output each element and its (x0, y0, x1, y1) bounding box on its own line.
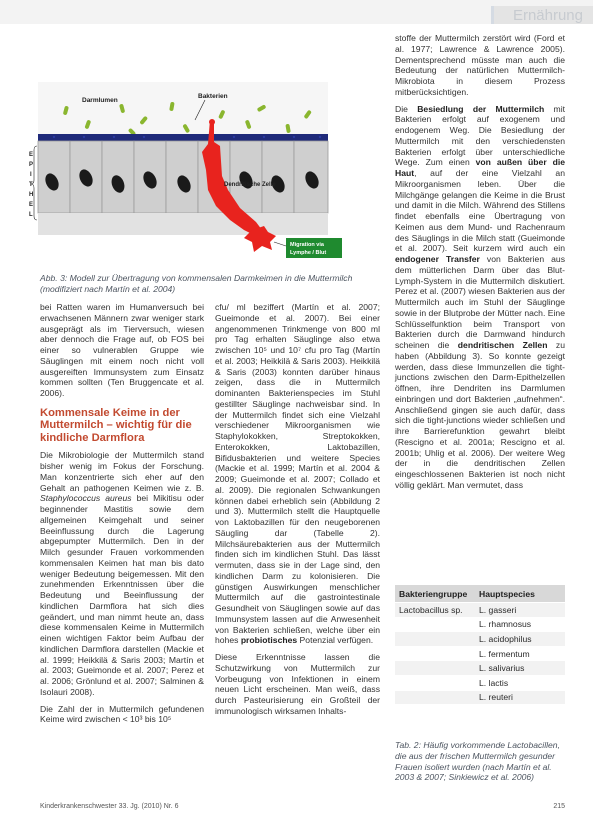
table-caption: Tab. 2: Häufig vorkommende Lactobacillen, die aus der frischen Muttermilch gesunder Frauen isoliert wurden (nach Martín et al. 2003 & 2007; Sinkiewicz et al. 2006) (395, 740, 560, 783)
paragraph: Die Zahl der in Muttermilch gefundenen Keime wird zwischen < 10³ bis 10⁵ (40, 703, 204, 725)
paragraph: Diese Erkenntnisse lassen die Schutzwirkung von Muttermilch zur Vorbeugung von Infektionen in einem neuen Licht erscheinen. Man weiß, dass durch Pasteurisierung ein Großteil der immunologisch wirksamen Inhalts- (215, 652, 380, 716)
table-row (395, 660, 565, 675)
column-header: Bakteriengruppe (399, 588, 468, 599)
dendritic-label: Dendritische Zelle (224, 182, 276, 188)
column-1 (40, 302, 204, 725)
bacteria-label: Bakterien (198, 93, 228, 100)
basement-layer (38, 213, 328, 235)
paragraph (215, 302, 380, 646)
epithel-letter: H (29, 192, 34, 198)
emphasis: Besiedlung der Muttermilch (417, 103, 545, 114)
species-cell: L. salivarius (479, 663, 525, 674)
table-header (395, 585, 565, 602)
species-cell: L. reuteri (479, 692, 513, 703)
column-2 (215, 302, 380, 717)
page-number: 215 (553, 803, 565, 810)
migration-label: Migration via (290, 242, 324, 248)
text: mit Bakterien erfolgt auf exogenem und endogenem Weg. Die Besiedlung der Muttermilch mit den verschiedensten Bakterien erfolgt über unterschiedliche Wege. Zum einen (395, 103, 565, 168)
section-heading: Kommensale Keime in der Muttermilch – wichtig für die kindliche Darmflora (40, 406, 192, 444)
emphasis: von außen über die Haut (395, 157, 565, 178)
section-tag (491, 6, 593, 24)
journal-citation: Kinderkrankenschwester 33. Jg. (2010) Nr. 6 (40, 803, 179, 810)
epithel-letter: E (29, 152, 34, 158)
table-row (395, 690, 565, 705)
paragraph: stoffe der Muttermilch zerstört wird (Ford et al. 1977; Lawrence & Lawrence 2005). Dementsprechend müsste man auch die Bedeutung der natürlichen Muttermilch-Mikrobiota in diesem Prozess mitberücksichtigen. (395, 33, 565, 97)
epithel-letter: L (29, 212, 33, 218)
column-3 (395, 33, 565, 491)
epithel-letter: E (29, 202, 34, 208)
species-cell: L. rhamnosus (479, 619, 532, 630)
species-cell: L. gasseri (479, 604, 517, 615)
table-row (395, 675, 565, 690)
migration-label: Lymphe / Blut (290, 250, 327, 256)
table-row (395, 602, 565, 617)
text: , auf der eine Vielzahl an Mikroorganismen leben. Über die Milchgänge gelangen die Keime in die Brust und damit in die Milch. Während des Stillens findet ebenfalls eine Übertragung von Keimen aus dem Mund- und Rachenraum des Säuglings in die Milch statt (Gueimonde et al. 2007). Seit kurzem wird auch ein (395, 168, 565, 254)
lumen-label: Darmlumen (82, 97, 118, 104)
text: Potenzial verfügen. (297, 635, 374, 646)
emphasis: endogener Transfer (395, 254, 480, 264)
text: von Bakterien aus dem mütterlichen Darm über das Blut-Lymph-System in die Muttermilch diskutiert. Perez et al. (2007) wiesen Bakterien aus der Muttermilch auch im Stuhl der Säuglinge sowie in der Blutprobe der Mütter nach. Eine Schlüsselfunktion beim Transport von Bakterien durch die Darmwand hindurch scheinen die (395, 254, 565, 350)
text: zu haben (Abbildung 3). So konnte gezeigt werden, dass diese Immunzellen die tight-junctions zwischen den Darm-Epithelzellen öffnen, ihre Dendriten ins Darmlumen einbringen und dort Bakterien „aufnehmen“. Anschließend gingen sie auch dafür, dass sich die tight-junctions wieder schließen und ihre Barrierefunktion gewahrt bleibt (Rescigno et al. 2001a; Rescigno et al. 2001b; Uhlig et al. 2006). Der weitere Weg der in die dendritischen Zellen eingeschlossenen Bakterien ist noch nicht völlig geklärt. Man vermutet, dass (395, 340, 565, 490)
table-row (395, 631, 565, 646)
text: Die (395, 103, 418, 114)
section-title: Ernährung (512, 7, 583, 24)
mucus-layer (38, 134, 328, 141)
column-header: Hauptspecies (479, 588, 535, 599)
epithel-letter: I (30, 172, 32, 178)
species-cell: L. acidophilus (479, 633, 532, 644)
figure-caption: Abb. 3: Modell zur Übertragung von kommensalen Darmkeimen in die Muttermilch (modifiziert nach Martín et al. 2004) (40, 273, 353, 294)
lactobacillus-table (395, 585, 565, 704)
text: Die Mikrobiologie der Muttermilch stand bisher wenig im Fokus der Forschung. Man konzentrierte sich eher auf den Gehalt an pathogenen Keimen wie z. B. (40, 450, 204, 493)
species-name: Staphylococcus aureus (40, 493, 132, 504)
paragraph: bei Ratten waren im Humanversuch bei erwachsenen Männern zwar weniger stark ausgeprägt als im Tierversuch, wiesen aber dennoch die Frage auf, ob FOS bei einer so vulnerablen Gruppe wie Säuglingen mit einem noch nicht voll ausgereiften Immunsystem zum Einsatz kommen sollten (Ten Bruggencate et al. 2006). (40, 302, 204, 398)
group-cell: Lactobacillus sp. (399, 604, 463, 615)
paragraph (395, 104, 565, 491)
table-body (395, 602, 565, 704)
text: cfu/ ml beziffert (Martín et al. 2007; Gueimonde et al. 2007). Bei einer angenommenen Trinkmenge von 800 ml pro Tag erhalten Säuglinge also etwa zwischen 10⁵ und 10⁷ cfu pro Tag (Martín et al. 2003; Heikkilä & Saris 2003). Heikkilä & Saris (2003) konnten darüber hinaus zeigen, dass die in Muttermilch dominanten Bakterienspecies im Stuhl gestillter Säuglinge nachweisbar sind. In der Muttermilch findet sich eine Vielzahl verschiedener Mikroorganismen wie Staphylokokken, Streptokokken, Enterokokken, Laktobazillen, Bifidusbakterien und weitere Species (Mackie et al. 1999; Martín et al. 2004 & 2009; Gueimonde et al. 2007; Collado et al. 2009). Die regionalen Schwankungen können dabei erheblich sein (Abbildung 2 und 3). Muttermilch stellt die Hauptquelle von Laktobazillen für den neugeborenen Säugling dar (Tabelle 2). Milchsäurebakterien aus der Muttermilch finden sich im kindlichen Stuhl. Das lässt vermuten, dass sie in der Lage sind, den kindlichen Darm zu kolonisieren. Die günstigen Auswirkungen menschlicher Muttermilch auf die gastrointestinale Gesundheit von Säuglingen sowie auf das Immunsystem lassen auf die Anwesenheit von Bakterien schließen, welche über ein hohes (215, 302, 380, 646)
table-row (395, 646, 565, 661)
table-row (395, 617, 565, 632)
paragraph (40, 450, 204, 697)
emphasis: dendritischen Zellen (457, 340, 548, 350)
epithel-letter: T (29, 182, 33, 188)
species-cell: L. fermentum (479, 648, 530, 659)
text: bei Mikitisu oder beginnender Mastitis sowie dem allgemeinen Keimgehalt und seiner Beeinflussung durch die Lagerung abgepumpter Muttermilch. Den in der Milch gesunder Frauen vorkommenden kommensalen Keimen hat man bis dato weniger Bedeutung beigemessen. Mit den zunehmenden Erkenntnissen über die Bedeutung und Beeinflussung der kindlichen Darmflora hat sich dies geändert, und man nimmt heute an, dass diese kommensalen Keime in Muttermilch einen wichtigen Faktor beim Aufbau der kindlichen Darmflora darstellen (Mackie et al. 1999; Heikkilä & Saris 2003; Martín et al. 2003; Gueimonde et al. 2007; Perez et al. 2006; Grönlund et al. 2007; Salminen & Isolauri 2008). (40, 493, 205, 697)
species-cell: L. lactis (479, 677, 509, 688)
intestine-diagram (24, 80, 384, 266)
lumen-background (38, 82, 328, 134)
emphasis: probiotisches (240, 635, 298, 646)
epithel-letter: P (29, 162, 34, 168)
